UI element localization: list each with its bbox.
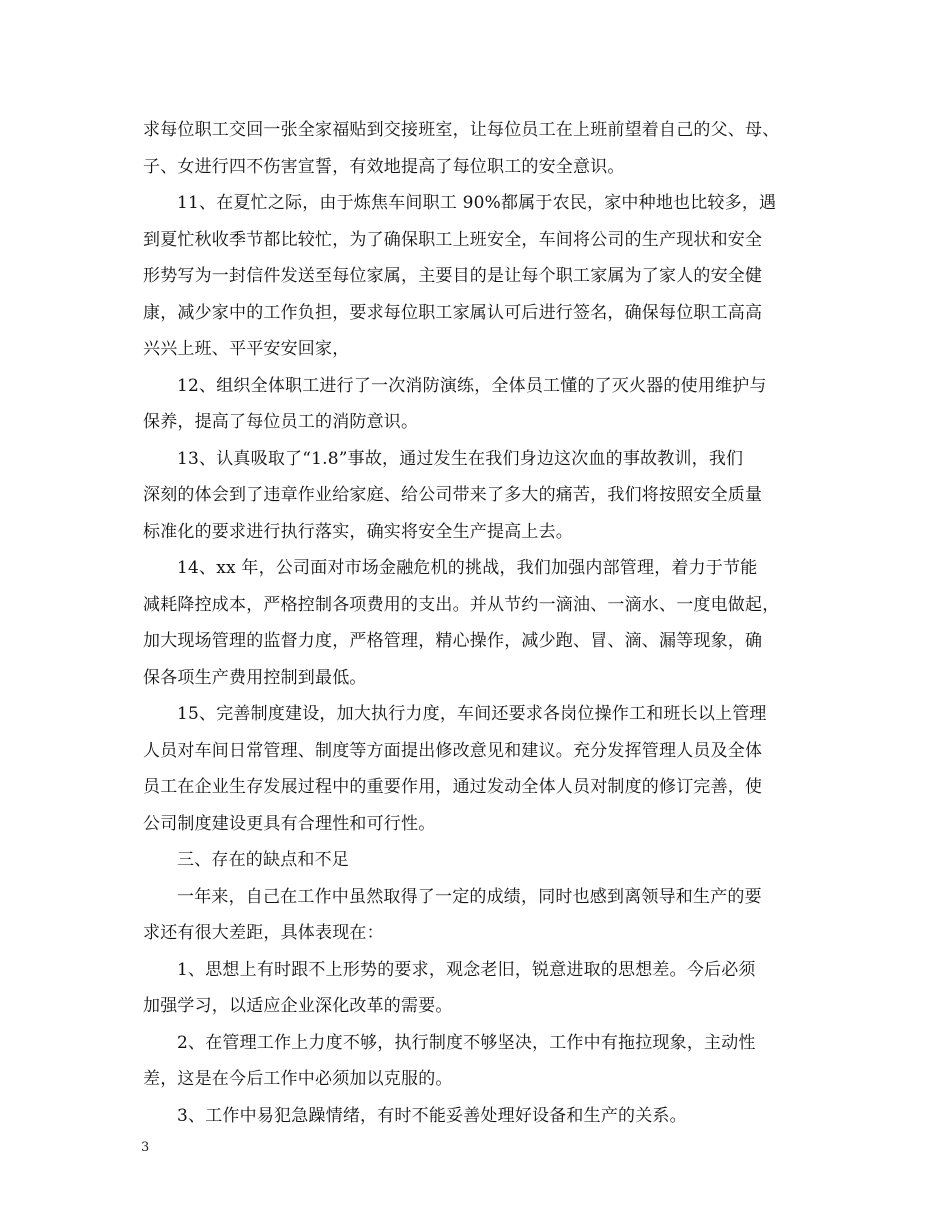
text-line: 加强学习，以适应企业深化改革的需要。 bbox=[143, 996, 453, 1016]
text-line: 加大现场管理的监督力度，严格管理，精心操作，减少跑、冒、滴、漏等现象，确 bbox=[143, 631, 763, 651]
text-line: 兴兴上班、平平安安回家， bbox=[143, 339, 350, 359]
text-line: 2、在管理工作上力度不够，执行制度不够坚决，工作中有拖拉现象，主动性 bbox=[177, 1032, 756, 1053]
text-line: 1、思想上有时跟不上形势的要求，观念老旧，锐意进取的思想差。今后必须 bbox=[177, 959, 756, 980]
text-line: 标准化的要求进行执行落实，确实将安全生产提高上去。 bbox=[143, 521, 573, 542]
text-line: 深刻的体会到了违章作业给家庭、给公司带来了多大的痛苦，我们将按照安全质量 bbox=[143, 485, 763, 505]
text-line: 子、女进行四不伤害宣誓，有效地提高了每位职工的安全意识。 bbox=[143, 156, 625, 177]
text-line: 求每位职工交回一张全家福贴到交接班室，让每位员工在上班前望着自己的父、母、 bbox=[143, 120, 780, 140]
text-line: 减耗降控成本，严格控制各项费用的支出。并从节约一滴油、一滴水、一度电做起， bbox=[143, 594, 780, 615]
text-line: 15、完善制度建设，加大执行力度，车间还要求各岗位操作工和班长以上管理 bbox=[177, 704, 767, 724]
text-line: 14、xx 年，公司面对市场金融危机的挑战，我们加强内部管理，着力于节能 bbox=[177, 558, 758, 578]
text-line: 12、组织全体职工进行了一次消防演练，全体员工懂的了灭火器的使用维护与 bbox=[177, 375, 767, 396]
text-line: 公司制度建设更具有合理性和可行性。 bbox=[143, 813, 436, 834]
text-line: 求还有很大差距，具体表现在： bbox=[143, 923, 384, 943]
text-line: 到夏忙秋收季节都比较忙，为了确保职工上班安全，车间将公司的生产现状和安全 bbox=[143, 229, 763, 250]
text-line: 康，减少家中的工作负担，要求每位职工家属认可后进行签名，确保每位职工高高 bbox=[143, 302, 763, 323]
text-line: 保各项生产费用控制到最低。 bbox=[143, 667, 367, 688]
text-line: 一年来，自己在工作中虽然取得了一定的成绩，同时也感到离领导和生产的要 bbox=[177, 886, 762, 907]
text-line: 3、工作中易犯急躁情绪，有时不能妥善处理好设备和生产的关系。 bbox=[177, 1105, 687, 1126]
text-line: 保养，提高了每位员工的消防意识。 bbox=[143, 412, 419, 432]
text-line: 形势写为一封信件发送至每位家属，主要目的是让每个职工家属为了家人的安全健 bbox=[143, 266, 763, 286]
text-line: 员工在企业生存发展过程中的重要作用，通过发动全体人员对制度的修订完善，使 bbox=[143, 777, 763, 797]
text-line: 13、认真吸取了“1.8”事故，通过发生在我们身边这次血的事故教训，我们 bbox=[177, 448, 744, 469]
document-body bbox=[143, 112, 823, 1134]
text-line: 差，这是在今后工作中必须加以克服的。 bbox=[143, 1069, 453, 1089]
page-number: 3 bbox=[141, 1140, 150, 1155]
text-line: 11、在夏忙之际，由于炼焦车间职工 90%都属于农民，家中种地也比较多，遇 bbox=[177, 193, 777, 213]
text-line: 人员对车间日常管理、制度等方面提出修改意见和建议。充分发挥管理人员及全体 bbox=[143, 740, 763, 761]
text-line: 三、存在的缺点和不足 bbox=[177, 850, 349, 870]
